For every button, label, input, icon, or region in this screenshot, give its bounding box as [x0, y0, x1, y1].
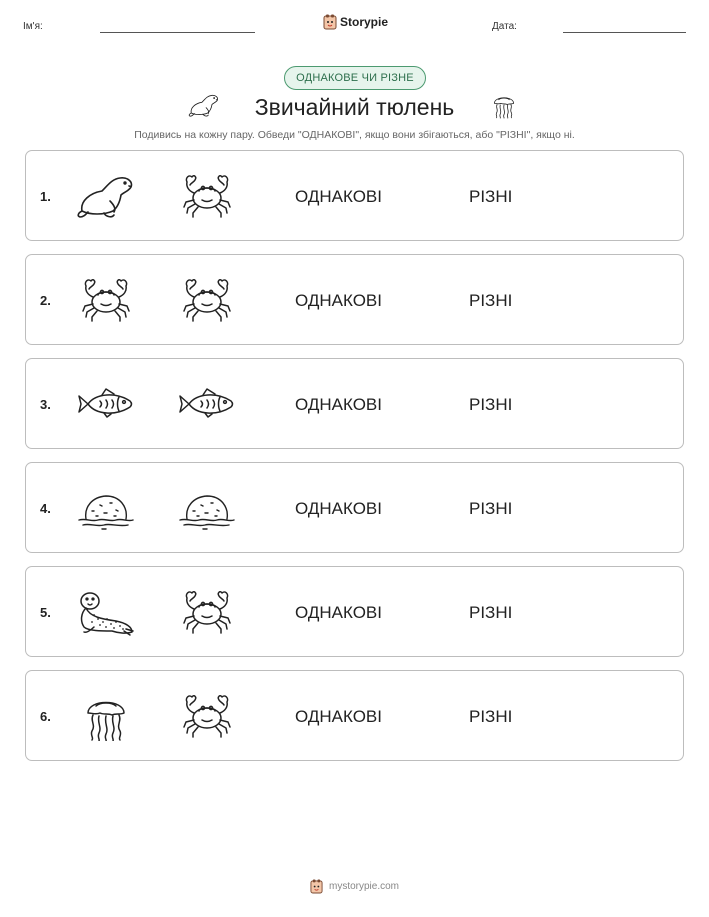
- question-number: 5.: [40, 605, 51, 620]
- brand-name: Storypie: [340, 15, 389, 29]
- different-option[interactable]: РІЗНІ: [469, 603, 513, 622]
- question-number: 2.: [40, 293, 51, 308]
- worksheet-type-badge: ОДНАКОВЕ ЧИ РІЗНЕ: [284, 66, 426, 90]
- same-option[interactable]: ОДНАКОВІ: [295, 707, 382, 726]
- question-row: [25, 566, 684, 657]
- same-option[interactable]: ОДНАКОВІ: [295, 395, 382, 414]
- question-number: 1.: [40, 189, 51, 204]
- date-write-line[interactable]: [563, 32, 686, 33]
- question-number: 6.: [40, 709, 51, 724]
- question-row: [25, 670, 684, 761]
- footer: [0, 879, 709, 894]
- jellyfish-icon: [76, 691, 136, 741]
- instruction-text: Подивись на кожну пару. Обведи "ОДНАКОВІ", якщо вони збігаються, або "РІЗНІ", якщо ні.: [134, 129, 575, 141]
- date-label: Дата:: [492, 21, 517, 32]
- same-option[interactable]: ОДНАКОВІ: [295, 187, 382, 206]
- same-option[interactable]: ОДНАКОВІ: [295, 603, 382, 622]
- different-option[interactable]: РІЗНІ: [469, 187, 513, 206]
- spotted-seal-icon: [76, 587, 136, 637]
- jellyfish-icon: [488, 90, 520, 120]
- crab-icon: [177, 691, 237, 741]
- fish-icon: [177, 379, 237, 429]
- rock-icon: [177, 483, 237, 533]
- question-number: 4.: [40, 501, 51, 516]
- crab-icon: [177, 587, 237, 637]
- page-title: Звичайний тюлень: [254, 94, 455, 120]
- brand: [323, 13, 388, 31]
- seal-icon: [76, 171, 136, 221]
- name-write-line[interactable]: [100, 32, 255, 33]
- question-row: [25, 462, 684, 553]
- name-label: Ім'я:: [23, 21, 43, 32]
- storypie-logo-icon: [310, 879, 323, 894]
- question-row: [25, 254, 684, 345]
- question-row: [25, 150, 684, 241]
- question-row: [25, 358, 684, 449]
- rock-icon: [76, 483, 136, 533]
- crab-icon: [76, 275, 136, 325]
- crab-icon: [177, 171, 237, 221]
- crab-icon: [177, 275, 237, 325]
- same-option[interactable]: ОДНАКОВІ: [295, 499, 382, 518]
- different-option[interactable]: РІЗНІ: [469, 395, 513, 414]
- storypie-logo-icon: [323, 14, 337, 30]
- different-option[interactable]: РІЗНІ: [469, 291, 513, 310]
- fish-icon: [76, 379, 136, 429]
- different-option[interactable]: РІЗНІ: [469, 499, 513, 518]
- same-option[interactable]: ОДНАКОВІ: [295, 291, 382, 310]
- question-number: 3.: [40, 397, 51, 412]
- footer-url[interactable]: mystorypie.com: [328, 881, 399, 892]
- different-option[interactable]: РІЗНІ: [469, 707, 513, 726]
